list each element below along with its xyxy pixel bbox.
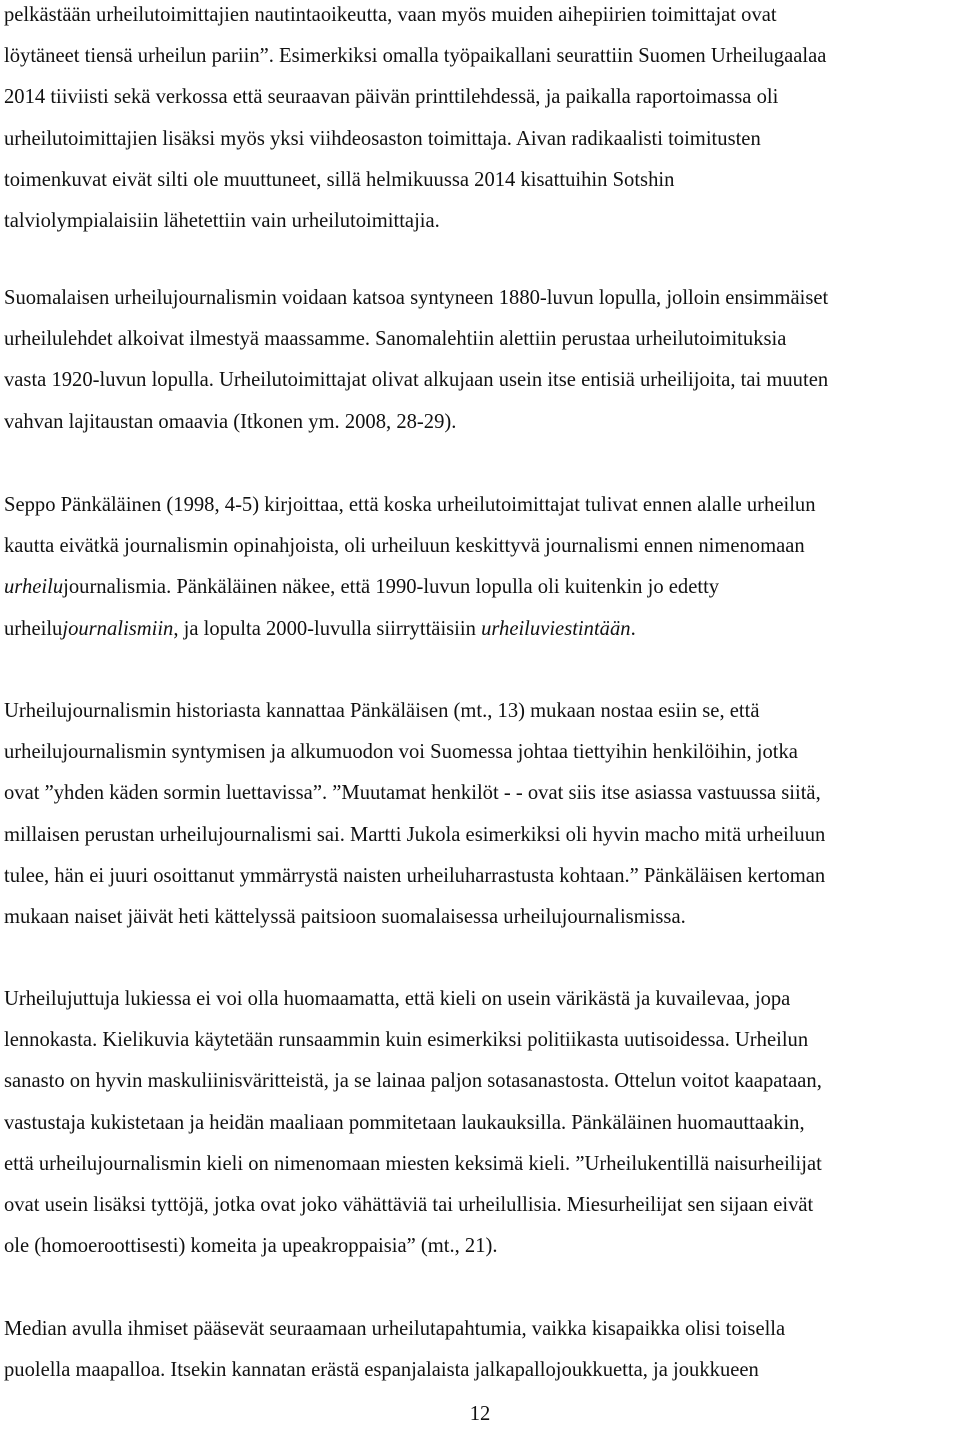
- paragraph-4: [4, 691, 956, 938]
- text-line: Seppo Pänkäläinen (1998, 4-5) kirjoittaa, että koska urheilutoimittajat tulivat ennen alalle urheilun: [4, 494, 816, 516]
- paragraph-6: [4, 1309, 956, 1391]
- text-line: löytäneet tiensä urheilun pariin”. Esimerkiksi omalla työpaikallani seurattiin Suomen Urheilugaalaa: [4, 45, 827, 68]
- text-line: Median avulla ihmiset pääsevät seuraamaan urheilutapahtumia, vaikka kisapaikka olisi toisella: [4, 1318, 786, 1340]
- text-line: vahvan lajitaustan omaavia (Itkonen ym. 2008, 28-29).: [4, 410, 457, 433]
- paragraph-3: [4, 485, 956, 650]
- italic-term: urheilu: [4, 576, 64, 599]
- text-line: ovat usein lisäksi tyttöjä, jotka ovat joko vähättäviä tai urheilullisia. Miesurheilijat sen sijaan eivät: [4, 1193, 814, 1216]
- text-line: Urheilujournalismin historiasta kannattaa Pänkäläisen (mt., 13) mukaan nostaa esiin se, että: [4, 700, 760, 722]
- text-line: ovat ”yhden käden sormin luettavissa”. ”Muutamat henkilöt - - ovat siis itse asiassa vastuussa siitä,: [4, 782, 821, 805]
- text-line: urheilutoimittajien lisäksi myös yksi viihdeosaston toimittaja. Aivan radikaalisti toimitusten: [4, 127, 761, 150]
- text-run: , ja lopulta 2000-luvulla siirryttäisiin: [173, 617, 482, 640]
- text-line: kautta eivätkä journalismin opinahjoista, oli urheiluun keskittyvä journalismi ennen nimenomaan: [4, 535, 805, 558]
- text-line: ole (homoeroottisesti) komeita ja upeakroppaisia” (mt., 21).: [4, 1235, 498, 1258]
- text-line: vasta 1920-luvun lopulla. Urheilutoimittajat olivat alkujaan usein itse entisiä urheilijoita, tai muuten: [4, 369, 829, 392]
- text-line: mukaan naiset jäivät heti kättelyssä paitsioon suomalaisessa urheilujournalismissa.: [4, 905, 686, 928]
- text-line: urheilulehdet alkoivat ilmestyä maassamme. Sanomalehtiin alettiin perustaa urheilutoimituksia: [4, 328, 787, 351]
- text-line: [4, 609, 956, 650]
- text-line: Suomalaisen urheilujournalismin voidaan katsoa syntyneen 1880-luvun lopulla, jolloin ensimmäiset: [4, 287, 829, 309]
- text-run: journalismia. Pänkäläinen näkee, että 1990-luvun lopulla oli kuitenkin jo edetty: [63, 576, 720, 599]
- text-line: toimenkuvat eivät silti ole muuttuneet, sillä helmikuussa 2014 kisattuihin Sotshin: [4, 168, 675, 191]
- italic-term: journalismiin: [62, 617, 174, 640]
- text-line: [4, 567, 956, 608]
- text-line: talviolympialaisiin lähetettiin vain urheilutoimittajia.: [4, 209, 440, 232]
- text-line: 2014 tiiviisti sekä verkossa että seuraavan päivän printtilehdessä, ja paikalla raportoimassa oli: [4, 86, 779, 109]
- text-line: sanasto on hyvin maskuliinisväritteistä, ja se lainaa paljon sotasanastosta. Ottelun voitot kaapataan,: [4, 1070, 822, 1093]
- text-line: millaisen perustan urheilujournalismi sai. Martti Jukola esimerkiksi oli hyvin macho mitä urheiluun: [4, 823, 826, 846]
- text-run: urheilu: [4, 617, 63, 640]
- paragraph-5: [4, 979, 956, 1267]
- text-line: puolella maapalloa. Itsekin kannatan erästä espanjalaista jalkapallojoukkuetta, ja joukkueen: [4, 1359, 759, 1382]
- italic-term: urheiluviestintään: [481, 617, 631, 640]
- paragraph-1: [4, 0, 956, 242]
- text-line: urheilujournalismin syntymisen ja alkumuodon voi Suomessa johtaa tiettyihin henkilöihin, jotka: [4, 741, 798, 764]
- text-line: lennokasta. Kielikuvia käytetään runsaammin kuin esimerkiksi politiikasta uutisoidessa. Urheilun: [4, 1029, 809, 1052]
- text-line: pelkästään urheilutoimittajien nautintaoikeutta, vaan myös muiden aihepiirien toimittajat ovat: [4, 4, 777, 26]
- text-line: vastustaja kukistetaan ja heidän maaliaan pommitetaan laukauksilla. Pänkäläinen huomauttaakin,: [4, 1111, 805, 1134]
- text-line: että urheilujournalismin kieli on nimenomaan miesten keksimä kieli. ”Urheilukentillä naisurheilijat: [4, 1152, 822, 1175]
- text-line: Urheilujuttuja lukiessa ei voi olla huomaamatta, että kieli on usein värikästä ja kuvailevaa, jopa: [4, 988, 791, 1010]
- page-number: 12: [469, 1403, 491, 1425]
- text-run: .: [630, 617, 636, 640]
- text-line: tulee, hän ei juuri osoittanut ymmärrystä naisten urheiluharrastusta kohtaan.” Pänkäläisen kertoman: [4, 864, 826, 887]
- paragraph-2: [4, 278, 956, 443]
